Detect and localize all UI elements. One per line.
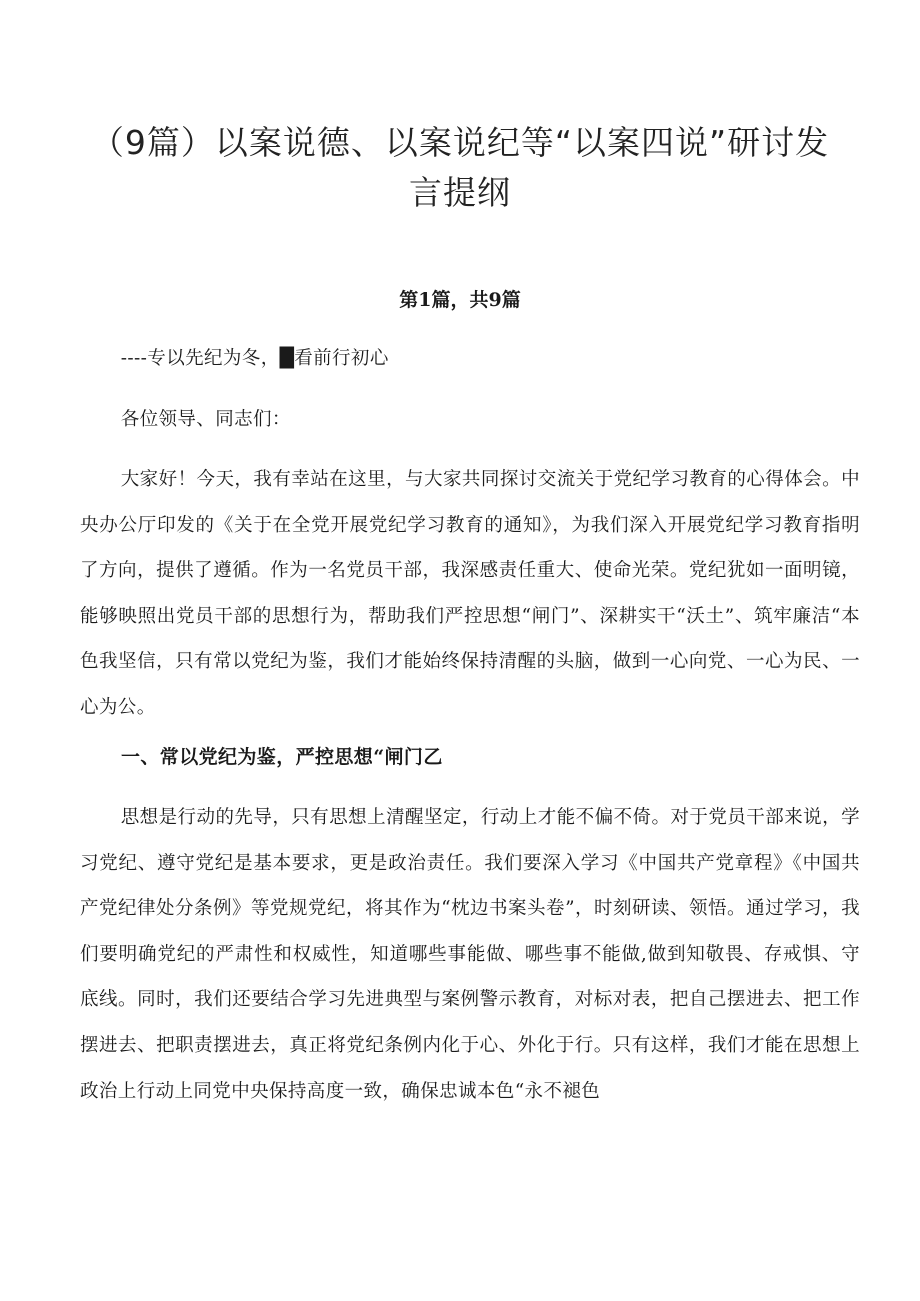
greeting: 各位领导、同志们：	[120, 409, 291, 430]
intro-paragraph: 大家好！今天，我有幸站在这里，与大家共同探讨交流关于党纪学习教育的心得体会。中央办公厅印发的《关于在全党开展党纪学习教育的通知》，为我们深入开展党纪学习教育指明了方向，提供了遵循。作为一名党员干部，我深感责任重大、使命光荣。党纪犹如一面明镜，能够映照出党员干部的思想行为，帮助我们严控思想“闸门”、深耕实干“沃土”、筑牢廉洁“本色我坚信，只有常以党纪为鉴，我们才能始终保持清醒的头脑，做到一心向党、一心为民、一心为公。	[80, 469, 860, 718]
document-title: （9篇）以案说德、以案说纪等“以案四说”研讨发言提纲	[90, 123, 830, 212]
section-body-paragraph: 思想是行动的先导，只有思想上清醒坚定，行动上才能不偏不倚。对于党员干部来说，学习党纪、遵守党纪是基本要求，更是政治责任。我们要深入学习《中国共产党章程》《中国共产党纪律处分条例》等党规党纪，将其作为“枕边书案头卷”，时刻研读、领悟。通过学习，我们要明确党纪的严肃性和权威性，知道哪些事能做、哪些事不能做,做到知敬畏、存戒惧、守底线。同时，我们还要结合学习先进典型与案例警示教育，对标对表，把自己摆进去、把工作摆进去、把职责摆进去，真正将党纪条例内化于心、外化于行。只有这样，我们才能在思想上政治上行动上同党中央保持高度一致，确保忠诚本色“永不褪色	[80, 807, 860, 1102]
speech-subtitle: ----专以先纪为冬，█看前行初心	[120, 348, 389, 369]
section-heading: 一、常以党纪为鉴，严控思想“闸门乙	[121, 746, 443, 768]
chapter-label: 第1篇，共9篇	[399, 289, 521, 311]
